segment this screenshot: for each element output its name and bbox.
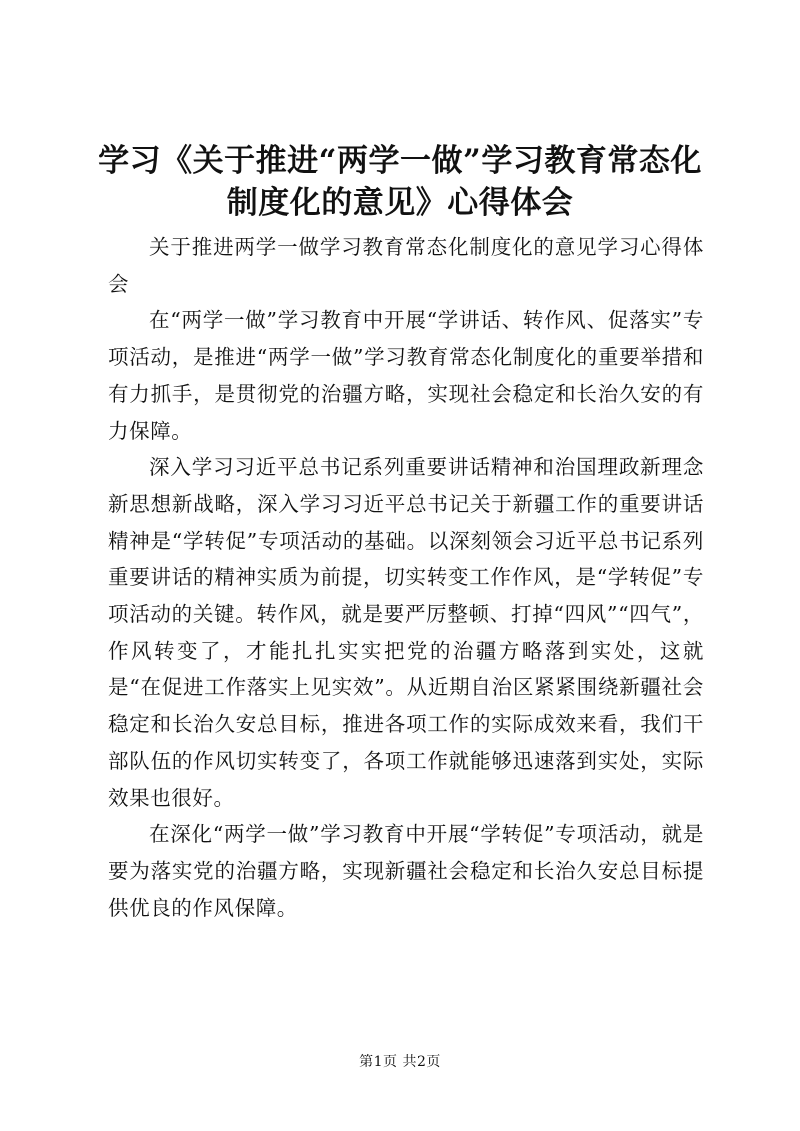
document-title bbox=[80, 140, 720, 224]
paragraph-2: 在“两学一做”学习教育中开展“学讲话、转作风、促落实”专项活动，是推进“两学一做”学习教育常态化制度化的重要举措和有力抓手，是贯彻党的治疆方略，实现社会稳定和长治久安的有力保障。 bbox=[108, 308, 704, 443]
paragraph-4: 在深化“两学一做”学习教育中开展“学转促”专项活动，就是要为落实党的治疆方略，实现新疆社会稳定和长治久安总目标提供优良的作风保障。 bbox=[108, 822, 704, 920]
paragraph-3: 深入学习习近平总书记系列重要讲话精神和治国理政新理念新思想新战略，深入学习习近平总书记关于新疆工作的重要讲话精神是“学转促”专项活动的基础。以深刻领会习近平总书记系列重要讲话的精神实质为前提，切实转变工作作风，是“学转促”专项活动的关键。转作风，就是要严厉整顿、打掉“四风”“四气”，作风转变了，才能扎扎实实把党的治疆方略落到实处，这就是“在促进工作落实上见实效”。从近期自治区紧紧围绕新疆社会稳定和长治久安总目标，推进各项工作的实际成效来看，我们干部队伍的作风切实转变了，各项工作就能够迅速落到实处，实际效果也很好。 bbox=[108, 455, 704, 810]
page-number-footer: 第1页 共2页 bbox=[359, 1054, 441, 1070]
document-body bbox=[108, 229, 704, 926]
paragraph-1: 关于推进两学一做学习教育常态化制度化的意见学习心得体会 bbox=[108, 235, 704, 296]
title-line-1: 学习《关于推进“两学一做”学习教育常态化 bbox=[98, 143, 702, 179]
title-line-2: 制度化的意见》心得体会 bbox=[226, 185, 574, 221]
